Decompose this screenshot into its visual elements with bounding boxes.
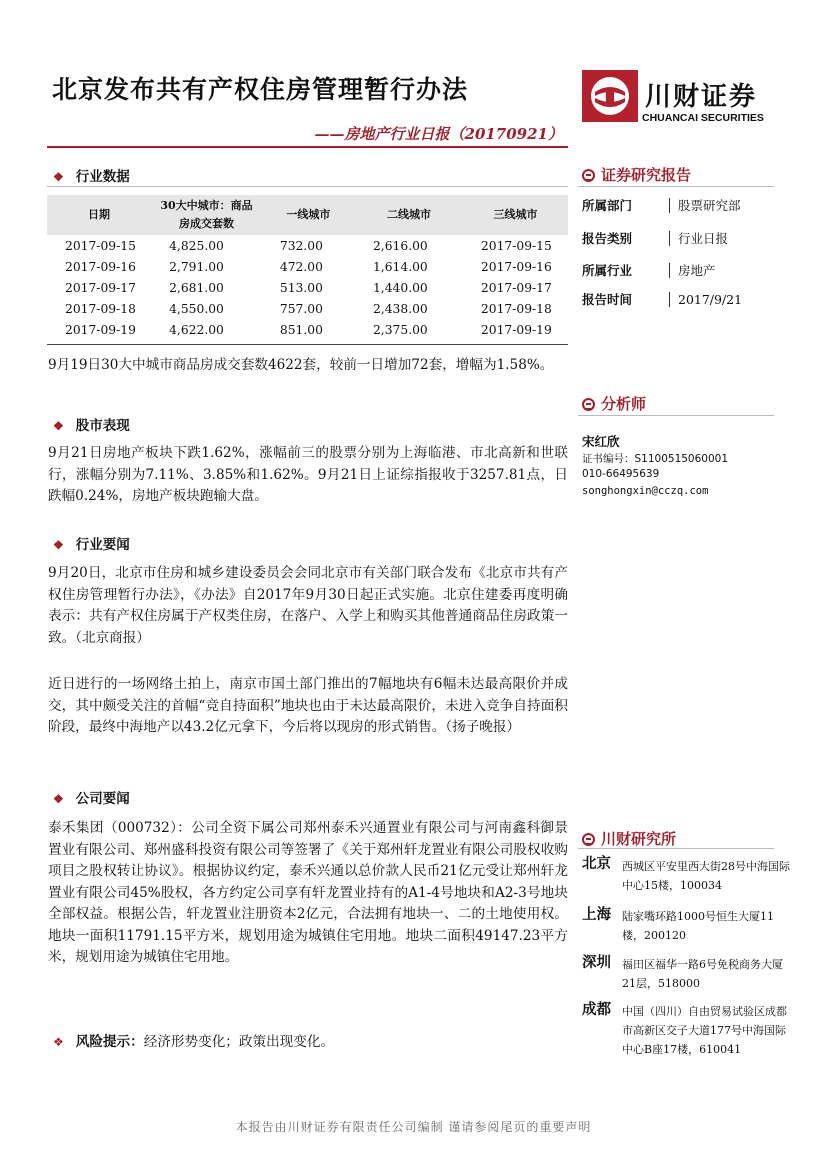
report-subtitle: ——房地产行业日报（20170921） [314,125,563,143]
logo-english-name: CHUANCAI SECURITIES [642,112,764,124]
table-header-date: 日期 [47,195,151,235]
table-row [47,235,568,256]
table-cell: 4,622.00 [169,323,224,338]
sidebar-report-title: 证券研究报告 [582,164,691,185]
title-rule [47,146,568,148]
address-city: 北京 [582,855,611,872]
risk-notice [53,1030,334,1050]
report-badge-icon [582,169,595,182]
table-cell: 2017-09-16 [480,259,552,274]
table-row [47,299,568,320]
table-cell: 732.00 [279,238,323,253]
analyst-email[interactable]: songhongxin@cczq.com [582,485,709,497]
table-cell: 2,791.00 [169,259,224,274]
diamond-bullet-icon: ❖ [53,1035,64,1049]
table-row [47,320,568,341]
table-cell: 2,616.00 [372,238,428,253]
table-cell: 4,825.00 [169,238,224,253]
table-header-tier2: 二线城市 [355,195,463,235]
info-row-category: 报告类别 行业日报 [582,231,729,246]
info-row-department: 所属部门 股票研究部 [582,198,741,213]
stock-paragraph: 9月21日房地产板块下跌1.62%，涨幅前三的股票分别为上海临港、市北高新和世联行，涨幅分别为7.11%、3.85%和1.62%。9月21日上证综指报收于3257.81点，日跌幅0.24%，房地产板块跑输大盘。 [48,445,568,504]
table-cell: 2017-09-15 [65,238,136,253]
table-cell: 513.00 [279,280,323,295]
table-cell: 851.00 [279,323,323,338]
divider [578,848,774,849]
page-title: 北京发布共有产权住房管理暂行办法 [52,75,469,104]
section-company: ❖ 公司要闻 [53,791,130,807]
table-row [47,277,568,298]
table-bottom-rule [47,344,568,345]
table-cell: 2,375.00 [372,323,428,338]
table-cell: 2017-09-16 [65,259,136,274]
risk-text: 经济形势变化；政策出现变化。 [143,1034,335,1050]
section-news: ❖ 行业要闻 [53,537,130,553]
info-row-date: 报告时间 2017/9/21 [582,292,743,307]
table-header-tier1: 一线城市 [262,195,355,235]
company-paragraph: 泰禾集团（000732）：公司全资下属公司郑州泰禾兴通置业有限公司与河南鑫科御景置业有限公司、郑州盛科投资有限公司等签署了《关于郑州轩龙置业有限公司股权收购项目之股权转让协议》。根据协议约定，泰禾兴通以总价款人民币21亿元受让郑州轩龙置业有限公司45%股权，各方约定公司享有轩龙置业持有的A1-4号地块和A2-3号地块全部权益。根据公告，轩龙置业注册资本2亿元，合法拥有地块一、二的土地使用权。地块一面积11791.15平方米，规划用途为城镇住宅用地。地块二面积49147.23平方米，规划用途为城镇住宅用地。 [48,820,568,965]
table-cell: 2,438.00 [372,302,428,317]
table-cell: 1,440.00 [372,280,428,295]
sidebar-institute-title: 川财研究所 [582,828,676,849]
table-header-tier3: 三线城市 [463,195,568,235]
table-cell: 472.00 [279,259,323,274]
institute-badge-icon [582,833,595,846]
info-row-industry: 所属行业 房地产 [582,263,716,278]
address-city: 深圳 [582,954,611,971]
address-text: 陆家嘴环路1000号恒生大厦11楼，200120 [622,910,774,942]
risk-label: 风险提示： [75,1034,144,1050]
address-text: 西城区平安里西大街28号中海国际中心15楼，100034 [622,860,790,892]
table-cell: 2017-09-18 [65,302,136,317]
page-footer: 本报告由川财证券有限责任公司编制 谨请参阅尾页的重要声明 [235,1120,592,1134]
analyst-cert: 证书编号：S1100515060001 [582,453,729,465]
news-paragraph-1: 9月20日，北京市住房和城乡建设委员会会同北京市有关部门联合发布《北京市共有产权住房管理暂行办法》，《办法》自2017年9月30日起正式实施。北京住建委再度明确表示：共有产权住房属于产权类住房，在落户、入学上和购买其他普通商品住房政策一致。（北京商报） [48,565,568,646]
divider [578,186,774,187]
address-city: 上海 [582,906,611,923]
table-cell: 2017-09-17 [480,280,552,295]
table-row [47,256,568,277]
logo-name: 川财证券 [645,82,758,112]
table-cell: 2017-09-19 [65,323,136,338]
table-cell: 2,681.00 [169,280,224,295]
table-header-sales: 30大中城市：商品房成交套数 [151,195,262,235]
analyst-phone: 010-66495639 [582,468,660,480]
table-cell: 757.00 [279,302,323,317]
table-cell: 2017-09-19 [480,323,552,338]
address-text: 福田区福华一路6号免税商务大厦21层，518000 [622,958,783,990]
table-cell: 2017-09-17 [65,280,136,295]
diamond-bullet-icon: ❖ [53,419,64,433]
analyst-name: 宋红欣 [582,434,620,449]
analyst-badge-icon [582,398,595,411]
chuancai-logo-icon [582,70,638,122]
diamond-bullet-icon: ❖ [53,538,64,552]
sidebar-analyst-title: 分析师 [582,393,646,414]
divider [578,415,774,416]
address-text: 中国（四川）自由贸易试验区成都市高新区交子大道177号中海国际中心B座17楼，610041 [622,1005,787,1056]
diamond-bullet-icon: ❖ [53,792,64,806]
table-cell: 2017-09-15 [480,238,552,253]
table-cell: 1,614.00 [372,259,428,274]
divider [47,186,568,187]
industry-data-table [47,195,568,341]
address-city: 成都 [582,1001,611,1018]
section-industry-data: ❖ 行业数据 [53,169,130,185]
table-cell: 2017-09-18 [480,302,552,317]
table-cell: 4,550.00 [169,302,224,317]
data-summary-paragraph: 9月19日30大中城市商品房成交套数4622套，较前一日增加72套，增幅为1.58%。 [48,357,554,373]
section-stock: ❖ 股市表现 [53,418,130,434]
news-paragraph-2: 近日进行的一场网络土拍上，南京市国土部门推出的7幅地块有6幅未达最高限价并成交，其中颇受关注的首幅“竞自持面积”地块也由于未达最高限价，未进入竞争自持面积阶段，最终中海地产以43.2亿元拿下，今后将以现房的形式销售。（扬子晚报） [48,676,568,735]
diamond-bullet-icon: ❖ [53,170,64,184]
